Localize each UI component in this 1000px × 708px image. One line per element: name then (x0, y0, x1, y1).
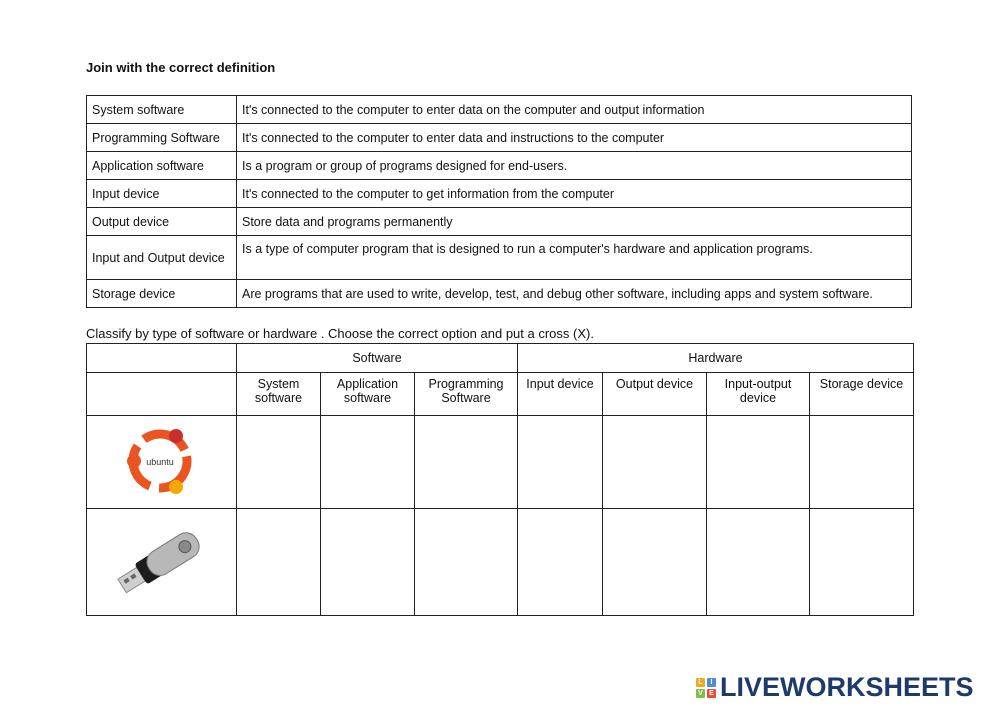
answer-input[interactable] (603, 509, 706, 541)
item-image-cell (87, 416, 237, 509)
column-header: Application software (321, 373, 415, 416)
empty-header-cell (87, 344, 237, 373)
answer-cell[interactable] (321, 416, 415, 509)
term-cell[interactable]: Application software (87, 152, 237, 180)
section1-title: Join with the correct definition (86, 60, 276, 75)
answer-input[interactable] (707, 509, 809, 541)
definition-cell[interactable]: Are programs that are used to write, develop, test, and debug other software, including apps and system software. (237, 280, 912, 308)
answer-input[interactable] (518, 416, 602, 448)
answer-input[interactable] (810, 416, 913, 448)
definition-cell[interactable]: It's connected to the computer to enter data and instructions to the computer (237, 124, 912, 152)
answer-cell[interactable] (603, 509, 707, 616)
column-header: Storage device (810, 373, 914, 416)
section2-title: Classify by type of software or hardware . Choose the correct option and put a cross (X). (86, 326, 594, 341)
answer-input[interactable] (237, 416, 320, 448)
definition-cell[interactable]: Store data and programs permanently (237, 208, 912, 236)
definition-cell[interactable]: It's connected to the computer to enter data on the computer and output information (237, 96, 912, 124)
classify-row-usb (87, 509, 914, 616)
definition-cell[interactable]: Is a program or group of programs designed for end-users. (237, 152, 912, 180)
ubuntu-logo-image (122, 421, 202, 501)
answer-input[interactable] (237, 509, 320, 541)
item-image-cell (87, 509, 237, 616)
answer-input[interactable] (707, 416, 809, 448)
column-header: System software (237, 373, 321, 416)
answer-input[interactable] (321, 509, 414, 541)
hardware-group-header: Hardware (518, 344, 914, 373)
answer-cell[interactable] (810, 416, 914, 509)
answer-input[interactable] (518, 509, 602, 541)
definition-row (87, 124, 912, 152)
column-header-row (87, 373, 914, 416)
definition-row (87, 96, 912, 124)
answer-cell[interactable] (518, 509, 603, 616)
answer-cell[interactable] (707, 416, 810, 509)
term-cell[interactable]: Storage device (87, 280, 237, 308)
answer-cell[interactable] (237, 416, 321, 509)
definition-row (87, 208, 912, 236)
term-cell[interactable]: Input device (87, 180, 237, 208)
definition-row (87, 280, 912, 308)
answer-cell[interactable] (603, 416, 707, 509)
term-cell[interactable]: Programming Software (87, 124, 237, 152)
usb-drive-image (107, 515, 217, 607)
brand-name: LIVEWORKSHEETS (720, 672, 974, 702)
term-cell[interactable]: System software (87, 96, 237, 124)
group-header-row (87, 344, 914, 373)
column-header: Input device (518, 373, 603, 416)
answer-cell[interactable] (415, 416, 518, 509)
column-header: Output device (603, 373, 707, 416)
answer-input[interactable] (415, 509, 517, 541)
answer-input[interactable] (415, 416, 517, 448)
term-cell[interactable]: Input and Output device (87, 236, 237, 280)
definition-table (86, 95, 912, 308)
answer-cell[interactable] (415, 509, 518, 616)
answer-cell[interactable] (321, 509, 415, 616)
definition-row (87, 180, 912, 208)
answer-input[interactable] (810, 509, 913, 541)
column-header: Input-output device (707, 373, 810, 416)
empty-header-cell (87, 373, 237, 416)
definition-cell[interactable]: It's connected to the computer to get information from the computer (237, 180, 912, 208)
answer-cell[interactable] (810, 509, 914, 616)
definition-row (87, 152, 912, 180)
liveworksheets-logo (696, 672, 974, 703)
definition-row (87, 236, 912, 280)
classify-row-ubuntu (87, 416, 914, 509)
answer-cell[interactable] (518, 416, 603, 509)
software-group-header: Software (237, 344, 518, 373)
column-header: Programming Software (415, 373, 518, 416)
svg-text:ubuntu: ubuntu (145, 456, 174, 467)
term-cell[interactable]: Output device (87, 208, 237, 236)
logo-blocks-icon: L I V E (696, 678, 716, 698)
answer-input[interactable] (603, 416, 706, 448)
answer-cell[interactable] (707, 509, 810, 616)
answer-input[interactable] (321, 416, 414, 448)
answer-cell[interactable] (237, 509, 321, 616)
definition-cell[interactable]: Is a type of computer program that is designed to run a computer's hardware and application programs. (237, 236, 912, 280)
classify-table (86, 343, 914, 616)
